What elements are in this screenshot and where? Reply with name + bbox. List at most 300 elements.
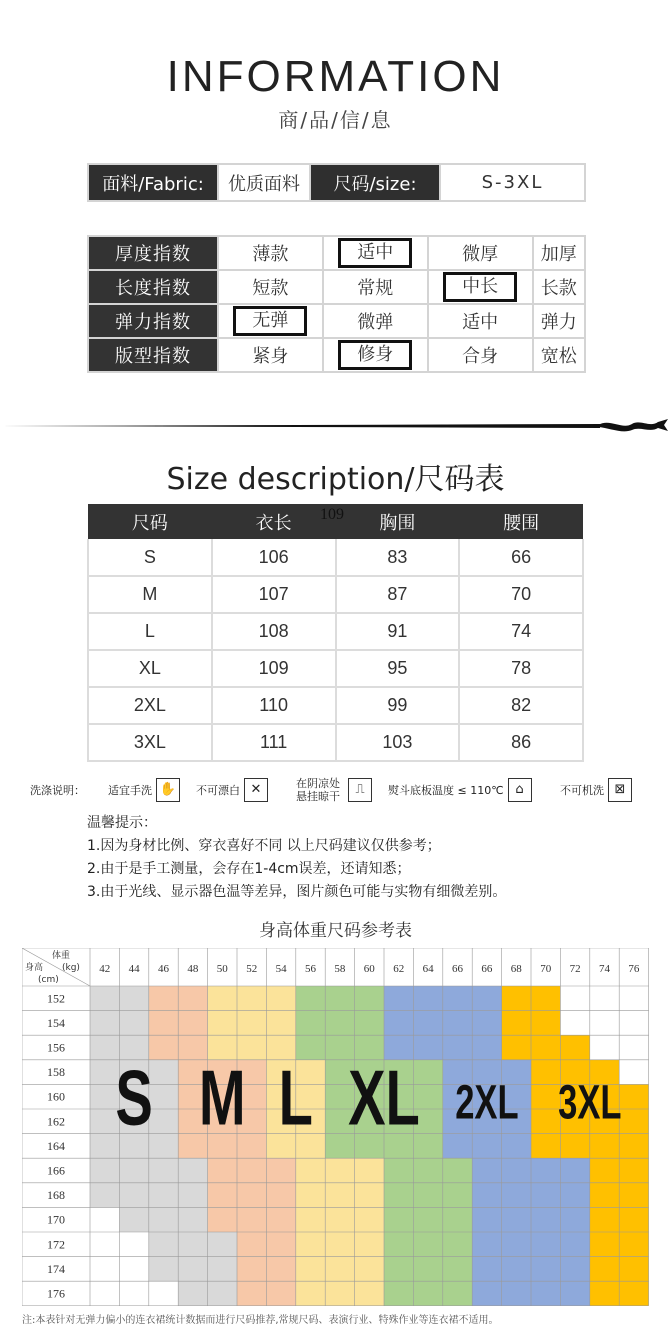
weight-tick-label: 50 — [216, 963, 228, 975]
chart-cell — [296, 986, 325, 1011]
size-cell: 3XL — [88, 724, 212, 761]
index-label: 版型指数 — [88, 338, 218, 372]
size-cell: 86 — [459, 724, 583, 761]
chart-cell — [443, 1134, 472, 1159]
corner-cm-label: (cm) — [38, 975, 59, 985]
chart-cell — [472, 1011, 501, 1036]
chart-cell — [149, 1060, 178, 1085]
size-cell: 83 — [336, 539, 460, 576]
index-option-selected: 适中 — [338, 238, 412, 268]
size-cell: 111 — [212, 724, 336, 761]
chart-cell — [590, 1158, 619, 1183]
chart-cell — [208, 1257, 237, 1282]
weight-tick-label: 62 — [393, 963, 405, 975]
chart-cell — [531, 1232, 560, 1257]
table-row — [88, 613, 583, 650]
stray-number: 109 — [320, 506, 344, 523]
table-row — [88, 650, 583, 687]
size-cell: 66 — [459, 539, 583, 576]
chart-cell — [560, 1257, 589, 1282]
chart-cell — [178, 1207, 207, 1232]
index-option — [218, 338, 323, 372]
chart-cell — [560, 1281, 589, 1306]
chart-cell — [531, 1084, 560, 1109]
chart-cell — [119, 1183, 148, 1208]
chart-cell — [178, 1011, 207, 1036]
index-option-label: 常规 — [357, 278, 394, 299]
chart-cell — [325, 1281, 354, 1306]
height-tick-label: 162 — [47, 1114, 65, 1129]
chart-cell — [266, 1183, 295, 1208]
chart-cell — [178, 986, 207, 1011]
corner-height-label: 身高 — [25, 963, 44, 973]
chart-cell — [531, 1257, 560, 1282]
chart-cell — [355, 1207, 384, 1232]
size-cell: 109 — [212, 650, 336, 687]
chart-cell — [413, 1257, 442, 1282]
chart-cell — [531, 1281, 560, 1306]
chart-cell — [119, 1158, 148, 1183]
height-tick-label: 166 — [47, 1163, 65, 1178]
chart-cell — [502, 1257, 531, 1282]
chart-cell — [619, 1158, 648, 1183]
chart-cell — [443, 1011, 472, 1036]
chart-cell — [531, 1035, 560, 1060]
chart-cell — [472, 1281, 501, 1306]
index-option-label: 宽松 — [540, 346, 577, 367]
chart-cell — [178, 1281, 207, 1306]
size-zone-label: M — [198, 1054, 246, 1142]
wash-instructions — [30, 774, 645, 806]
chart-cell — [296, 1207, 325, 1232]
size-cell: 99 — [336, 687, 460, 724]
size-zone-label: XL — [348, 1054, 420, 1142]
chart-footnote: 注:本表针对无弹力偏小的连衣裙统计数据而进行尺码推荐,常规尺码、表演行业、特殊作业等连衣裙不适用。 — [22, 1315, 499, 1326]
weight-tick-label: 64 — [422, 963, 434, 975]
chart-cell — [502, 1035, 531, 1060]
chart-cell — [619, 1183, 648, 1208]
wash-heading: 洗涤说明： — [30, 784, 85, 797]
chart-cell — [590, 1183, 619, 1208]
index-option — [533, 304, 585, 338]
corner-kg-label: (kg) — [62, 963, 80, 973]
page-title: INFORMATION — [166, 52, 505, 101]
index-row — [88, 338, 585, 372]
size-cell: 110 — [212, 687, 336, 724]
divider-line — [0, 424, 600, 428]
height-tick-label: 172 — [47, 1237, 65, 1252]
chart-cell — [296, 1158, 325, 1183]
size-cell: 107 — [212, 576, 336, 613]
chart-cell — [149, 1207, 178, 1232]
chart-cell — [502, 1158, 531, 1183]
size-cell: 87 — [336, 576, 460, 613]
chart-cell — [619, 1109, 648, 1134]
index-option-selected: 无弹 — [233, 306, 307, 336]
chart-cell — [413, 1158, 442, 1183]
index-option — [323, 236, 428, 270]
index-option — [323, 338, 428, 372]
tips-heading: 温馨提示： — [87, 815, 157, 831]
chart-cell — [325, 1158, 354, 1183]
chart-cell — [266, 1207, 295, 1232]
chart-cell — [472, 1158, 501, 1183]
chart-cell — [149, 1183, 178, 1208]
chart-cell — [296, 1232, 325, 1257]
chart-cell — [443, 1158, 472, 1183]
index-row — [88, 304, 585, 338]
chart-cell — [149, 1257, 178, 1282]
chart-cell — [119, 986, 148, 1011]
hand-wash-icon: ✋ — [156, 778, 180, 802]
size-cell: 78 — [459, 650, 583, 687]
wash-item — [388, 774, 532, 806]
chart-cell — [237, 1232, 266, 1257]
chart-cell — [90, 1183, 119, 1208]
chart-cell — [208, 1232, 237, 1257]
size-cell: M — [88, 576, 212, 613]
height-tick-label: 164 — [47, 1138, 65, 1153]
wash-item — [108, 774, 180, 806]
wash-item-label: 在阴凉处悬挂晾干 — [296, 777, 340, 803]
table-row — [88, 687, 583, 724]
chart-cell — [560, 1158, 589, 1183]
chart-cell — [443, 1183, 472, 1208]
height-tick-label: 158 — [47, 1065, 65, 1080]
index-option-label: 弹力 — [540, 312, 577, 333]
chart-cell — [208, 1281, 237, 1306]
chart-cell — [619, 1207, 648, 1232]
index-option — [218, 304, 323, 338]
chart-cell — [149, 986, 178, 1011]
no-bleach-icon: ✕ — [244, 778, 268, 802]
page-subtitle: 商/品/信/息 — [278, 108, 393, 132]
chart-cell — [325, 1011, 354, 1036]
index-option — [428, 338, 533, 372]
tip-line-2: 2.由于是手工测量，会存在1-4cm误差，还请知悉； — [87, 861, 411, 877]
height-tick-label: 174 — [47, 1261, 65, 1276]
chart-cell — [266, 986, 295, 1011]
chart-cell — [560, 1232, 589, 1257]
chart-cell — [590, 1207, 619, 1232]
chart-cell — [266, 1158, 295, 1183]
chart-cell — [472, 1035, 501, 1060]
size-cell: L — [88, 613, 212, 650]
index-label: 弹力指数 — [88, 304, 218, 338]
chart-cell — [208, 986, 237, 1011]
chart-cell — [266, 1011, 295, 1036]
table-row — [88, 576, 583, 613]
weight-tick-label: 66 — [452, 963, 463, 975]
wash-item-label: 熨斗底板温度 ≤ 110℃ — [388, 784, 504, 797]
index-option-label: 薄款 — [252, 244, 289, 265]
size-zone-label: L — [278, 1054, 313, 1142]
hang-dry-icon: ⎍ — [348, 778, 372, 802]
size-chart — [22, 948, 650, 1306]
chart-cell — [472, 1134, 501, 1159]
chart-cell — [90, 1011, 119, 1036]
chart-cell — [90, 986, 119, 1011]
chart-cell — [384, 986, 413, 1011]
chart-cell — [443, 1035, 472, 1060]
chart-cell — [413, 1281, 442, 1306]
index-label: 厚度指数 — [88, 236, 218, 270]
index-option — [428, 270, 533, 304]
ink-brush-icon — [598, 419, 668, 431]
weight-tick-label: 60 — [363, 963, 375, 975]
index-row — [88, 270, 585, 304]
height-tick-label: 176 — [47, 1286, 65, 1301]
chart-cell — [443, 1257, 472, 1282]
chart-cell — [325, 1183, 354, 1208]
chart-cell — [237, 1281, 266, 1306]
size-zone-label: 3XL — [558, 1074, 622, 1129]
wash-item-label: 不可漂白 — [196, 784, 240, 797]
chart-cell — [266, 1281, 295, 1306]
chart-cell — [384, 1281, 413, 1306]
chart-cell — [178, 1158, 207, 1183]
chart-cell — [413, 1183, 442, 1208]
wash-item — [196, 774, 268, 806]
chart-cell — [149, 1084, 178, 1109]
chart-cell — [237, 986, 266, 1011]
chart-cell — [384, 1232, 413, 1257]
chart-cell — [619, 1281, 648, 1306]
wash-item — [296, 774, 372, 806]
chart-cell — [149, 1232, 178, 1257]
chart-cell — [590, 1257, 619, 1282]
chart-cell — [590, 1134, 619, 1159]
chart-cell — [237, 1207, 266, 1232]
tip-line-3: 3.由于光线、显示器色温等差异，图片颜色可能与实物有细微差别。 — [87, 884, 507, 900]
size-cell: 2XL — [88, 687, 212, 724]
chart-cell — [619, 1084, 648, 1109]
size-cell: 106 — [212, 539, 336, 576]
size-cell: 70 — [459, 576, 583, 613]
size-range-value: S-3XL — [440, 164, 585, 201]
chart-cell — [531, 1183, 560, 1208]
index-option — [428, 236, 533, 270]
height-tick-label: 160 — [47, 1089, 65, 1104]
chart-cell — [531, 1207, 560, 1232]
chart-cell — [119, 1207, 148, 1232]
weight-tick-label: 72 — [569, 963, 581, 975]
chart-cell — [355, 1257, 384, 1282]
chart-cell — [472, 1232, 501, 1257]
chart-cell — [560, 1207, 589, 1232]
index-option-selected: 中长 — [443, 272, 517, 302]
chart-cell — [502, 1183, 531, 1208]
tip-line-1: 1.因为身材比例、穿衣喜好不同 以上尺码建议仅供参考； — [87, 838, 441, 854]
size-cell: 74 — [459, 613, 583, 650]
chart-cell — [531, 1060, 560, 1085]
chart-cell — [355, 1158, 384, 1183]
index-option-label: 合身 — [462, 346, 499, 367]
chart-cell — [325, 986, 354, 1011]
chart-cell — [560, 1035, 589, 1060]
chart-cell — [502, 1011, 531, 1036]
fabric-info-table — [87, 163, 586, 202]
chart-cell — [472, 1207, 501, 1232]
chart-cell — [149, 1134, 178, 1159]
chart-cell — [325, 1232, 354, 1257]
index-option-label: 微厚 — [462, 244, 499, 265]
size-zone-label: 2XL — [455, 1074, 519, 1129]
index-option-label: 紧身 — [252, 346, 289, 367]
index-option — [428, 304, 533, 338]
chart-cell — [237, 1011, 266, 1036]
height-tick-label: 152 — [47, 991, 65, 1006]
chart-cell — [237, 1183, 266, 1208]
chart-cell — [443, 1207, 472, 1232]
chart-cell — [502, 1281, 531, 1306]
index-option — [323, 304, 428, 338]
chart-cell — [149, 1109, 178, 1134]
index-table — [87, 235, 586, 373]
chart-cell — [90, 1158, 119, 1183]
fabric-value: 优质面料 — [218, 164, 310, 201]
table-row — [88, 539, 583, 576]
height-tick-label: 154 — [47, 1015, 65, 1030]
size-cell: 95 — [336, 650, 460, 687]
size-cell: 91 — [336, 613, 460, 650]
chart-cell — [355, 1183, 384, 1208]
size-col-header: 衣长 — [212, 504, 336, 539]
chart-cell — [619, 1134, 648, 1159]
weight-tick-label: 44 — [128, 963, 140, 975]
size-label: 尺码/size: — [310, 164, 440, 201]
weight-tick-label: 42 — [99, 963, 111, 975]
chart-cell — [413, 986, 442, 1011]
chart-cell — [208, 1183, 237, 1208]
chart-cell — [560, 1183, 589, 1208]
weight-tick-label: 66 — [481, 963, 493, 975]
chart-cell — [384, 1207, 413, 1232]
chart-cell — [119, 1011, 148, 1036]
size-col-header: 尺码 — [88, 504, 212, 539]
fabric-label: 面料/Fabric: — [88, 164, 218, 201]
index-option — [533, 270, 585, 304]
index-option — [218, 270, 323, 304]
chart-cell — [502, 1134, 531, 1159]
chart-cell — [178, 1183, 207, 1208]
chart-cell — [355, 1011, 384, 1036]
chart-cell — [355, 1232, 384, 1257]
chart-cell — [502, 986, 531, 1011]
chart-cell — [325, 1207, 354, 1232]
wash-item-label: 不可机洗 — [560, 784, 604, 797]
chart-cell — [560, 1134, 589, 1159]
index-option-selected: 修身 — [338, 340, 412, 370]
chart-cell — [325, 1257, 354, 1282]
decorative-divider — [0, 416, 671, 436]
index-option-label: 加厚 — [540, 244, 577, 265]
chart-cell — [413, 1232, 442, 1257]
chart-cell — [472, 1257, 501, 1282]
weight-tick-label: 54 — [275, 963, 287, 975]
chart-cell — [590, 1232, 619, 1257]
chart-cell — [208, 1207, 237, 1232]
size-col-header: 腰围 — [459, 504, 583, 539]
weight-tick-label: 76 — [628, 963, 640, 975]
index-option-label: 短款 — [252, 278, 289, 299]
chart-cell — [296, 1183, 325, 1208]
weight-tick-label: 46 — [158, 963, 169, 975]
weight-tick-label: 52 — [246, 963, 258, 975]
chart-cell — [443, 1281, 472, 1306]
index-option — [218, 236, 323, 270]
size-cell: S — [88, 539, 212, 576]
chart-cell — [502, 1232, 531, 1257]
index-label: 长度指数 — [88, 270, 218, 304]
index-option-label: 微弹 — [357, 312, 394, 333]
chart-cell — [413, 1011, 442, 1036]
iron-icon: ⌂ — [508, 778, 532, 802]
chart-cell — [384, 1011, 413, 1036]
chart-cell — [355, 1281, 384, 1306]
weight-tick-label: 68 — [510, 963, 522, 975]
tips-block — [87, 812, 506, 904]
size-cell: 108 — [212, 613, 336, 650]
chart-cell — [384, 1257, 413, 1282]
chart-cell — [208, 1158, 237, 1183]
size-cell: XL — [88, 650, 212, 687]
index-option-label: 适中 — [462, 312, 499, 333]
chart-cell — [149, 1158, 178, 1183]
chart-title: 身高体重尺码参考表 — [259, 921, 412, 941]
wash-item — [560, 774, 632, 806]
weight-tick-label: 58 — [334, 963, 346, 975]
weight-tick-label: 56 — [305, 963, 316, 975]
chart-cell — [149, 1035, 178, 1060]
size-table — [87, 504, 584, 762]
index-row — [88, 236, 585, 270]
chart-cell — [384, 1158, 413, 1183]
chart-cell — [149, 1011, 178, 1036]
chart-cell — [296, 1281, 325, 1306]
chart-cell — [443, 1232, 472, 1257]
index-option — [533, 338, 585, 372]
chart-cell — [619, 1257, 648, 1282]
weight-tick-label: 74 — [599, 963, 610, 975]
chart-cell — [472, 1183, 501, 1208]
wash-item-label: 适宜手洗 — [108, 784, 152, 797]
no-machine-wash-icon: ⊠ — [608, 778, 632, 802]
index-option — [533, 236, 585, 270]
chart-cell — [208, 1011, 237, 1036]
chart-cell — [502, 1207, 531, 1232]
height-tick-label: 168 — [47, 1188, 65, 1203]
chart-cell — [531, 1158, 560, 1183]
weight-tick-label: 70 — [540, 963, 552, 975]
height-tick-label: 170 — [47, 1212, 65, 1227]
chart-cell — [443, 986, 472, 1011]
chart-cell — [355, 986, 384, 1011]
index-option — [323, 270, 428, 304]
size-cell: 82 — [459, 687, 583, 724]
chart-cell — [178, 1257, 207, 1282]
chart-cell — [531, 1109, 560, 1134]
chart-cell — [531, 986, 560, 1011]
chart-cell — [266, 1232, 295, 1257]
chart-cell — [413, 1207, 442, 1232]
size-table-title: Size description/尺码表 — [166, 462, 505, 497]
weight-tick-label: 48 — [187, 963, 199, 975]
chart-cell — [590, 1281, 619, 1306]
chart-cell — [178, 1232, 207, 1257]
chart-cell — [531, 1134, 560, 1159]
size-zone-label: S — [115, 1054, 153, 1142]
